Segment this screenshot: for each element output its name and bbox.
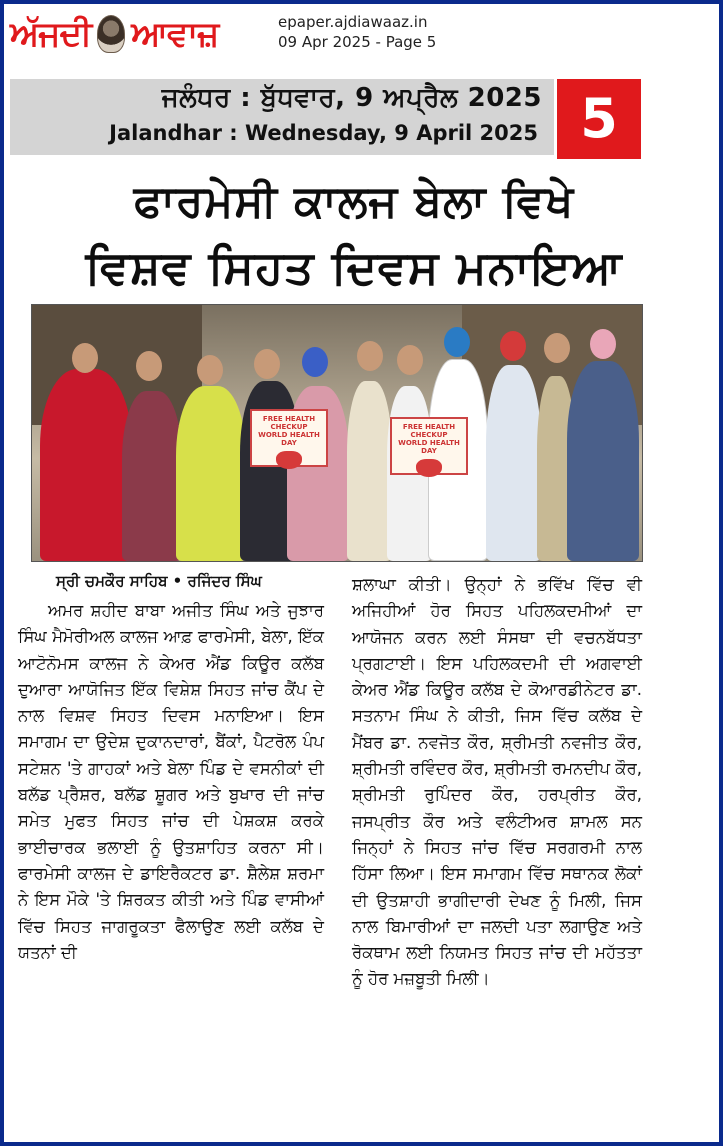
photo-person-head <box>357 341 383 371</box>
banner-title: FREE HEALTH CHECKUP <box>402 423 456 439</box>
banner-subtitle: WORLD HEALTH DAY <box>258 431 320 447</box>
photo-person-head <box>197 355 223 385</box>
photo-person-head <box>302 347 328 377</box>
logo-text-left: ਅੱਜਦੀ <box>10 14 92 54</box>
photo-person <box>176 386 246 561</box>
article-column-2: ਸ਼ਲਾਘਾ ਕੀਤੀ। ਉਨ੍ਹਾਂ ਨੇ ਭਵਿੱਖ ਵਿੱਚ ਵੀ ਅਜਿਹੀਆਂ ਹੋਰ ਸਿਹਤ ਪਹਿਲਕਦਮੀਆਂ ਦਾ ਆਯੋਜਨ ਕਰਨ ਲਈ ਸੰਸਥਾ ਦੀ ਵਚਨਬੱਧਤਾ ਪ੍ਰਗਟਾਈ। ਇਸ ਪਹਿਲਕਦਮੀ ਦੀ ਅਗਵਾਈ ਕੇਅਰ ਐਂਡ ਕਿਊਰ ਕਲੱਬ ਦੇ ਕੋਆਰਡੀਨੇਟਰ ਡਾ. ਸਤਨਾਮ ਸਿੰਘ ਨੇ ਕੀਤੀ, ਜਿਸ ਵਿੱਚ ਕਲੱਬ ਦੇ ਮੈਂਬਰ ਡਾ. ਨਵਜੋਤ ਕੌਰ, ਸ਼੍ਰੀਮਤੀ ਨਵਜੀਤ ਕੌਰ, ਸ਼੍ਰੀਮਤੀ ਰਵਿੰਦਰ ਕੌਰ, ਸ਼੍ਰੀਮਤੀ ਰਮਨਦੀਪ ਕੌਰ, ਸ਼੍ਰੀਮਤੀ ਰੁਪਿੰਦਰ ਕੌਰ, ਹਰਪ੍ਰੀਤ ਕੌਰ, ਜਸਪ੍ਰੀਤ ਕੌਰ ਅਤੇ ਵਲੰਟੀਅਰ ਸ਼ਾਮਲ ਸਨ ਜਿਨ੍ਹਾਂ ਨੇ ਸਿਹਤ ਜਾਂਚ ਵਿੱਚ ਸਰਗਰਮੀ ਨਾਲ ਹਿੱਸਾ ਲਿਆ। ਇਸ ਸਮਾਗਮ ਵਿੱਚ ਸਥਾਨਕ ਲੋਕਾਂ ਦੀ ਉਤਸ਼ਾਹੀ ਭਾਗੀਦਾਰੀ ਦੇਖਣ ਨੂੰ ਮਿਲੀ, ਜਿਸ ਨਾਲ ਬਿਮਾਰੀਆਂ ਦਾ ਜਲਦੀ ਪਤਾ ਲਗਾਉਣ ਅਤੇ ਰੋਕਥਾਮ ਲਈ ਨਿਯਮਤ ਸਿਹਤ ਜਾਂਚ ਦੀ ਮਹੱਤਤਾ ਨੂੰ ਹੋਰ ਮਜ਼ਬੂਤੀ ਮਿਲੀ। <box>352 575 642 989</box>
heart-icon <box>276 451 302 469</box>
photo-person-head <box>590 329 616 359</box>
article-column-1: ਅਮਰ ਸ਼ਹੀਦ ਬਾਬਾ ਅਜੀਤ ਸਿੰਘ ਅਤੇ ਜੁਝਾਰ ਸਿੰਘ ਮੈਮੋਰੀਅਲ ਕਾਲਜ ਆਫ਼ ਫਾਰਮੇਸੀ, ਬੇਲਾ, ਇੱਕ ਆਟੋਨੋਮਸ ਕਾਲਜ ਨੇ ਕੇਅਰ ਐਂਡ ਕਿਊਰ ਕਲੱਬ ਦੁਆਰਾ ਆਯੋਜਿਤ ਇੱਕ ਵਿਸ਼ੇਸ਼ ਸਿਹਤ ਜਾਂਚ ਕੈਂਪ ਦੇ ਨਾਲ ਵਿਸ਼ਵ ਸਿਹਤ ਦਿਵਸ ਮਨਾਇਆ। ਇਸ ਸਮਾਗਮ ਦਾ ਉਦੇਸ਼ ਦੁਕਾਨਦਾਰਾਂ, ਬੈਂਕਾਂ, ਪੈਟਰੋਲ ਪੰਪ ਸਟੇਸ਼ਨ 'ਤੇ ਗਾਹਕਾਂ ਅਤੇ ਬੇਲਾ ਪਿੰਡ ਦੇ ਵਸਨੀਕਾਂ ਦੀ ਬਲੱਡ ਪ੍ਰੈਸ਼ਰ, ਬਲੱਡ ਸ਼ੂਗਰ ਅਤੇ ਬੁਖਾਰ ਦੀ ਜਾਂਚ ਸਮੇਤ ਮੁਫਤ ਸਿਹਤ ਜਾਂਚ ਦੀ ਪੇਸ਼ਕਸ਼ ਕਰਕੇ ਭਾਈਚਾਰਕ ਭਲਾਈ ਨੂੰ ਉਤਸ਼ਾਹਿਤ ਕਰਨਾ ਸੀ। ਫਾਰਮੇਸੀ ਕਾਲਜ ਦੇ ਡਾਇਰੈਕਟਰ ਡਾ. ਸ਼ੈਲੇਸ਼ ਸ਼ਰਮਾ ਨੇ ਇਸ ਮੌਕੇ 'ਤੇ ਸ਼ਿਰਕਤ ਕੀਤੀ ਅਤੇ ਪਿੰਡ ਵਾਸੀਆਂ ਵਿੱਚ ਸਿਹਤ ਜਾਗਰੂਕਤਾ ਫੈਲਾਉਣ ਲਈ ਕਲੱਬ ਦੇ ਯਤਨਾਂ ਦੀ <box>18 601 324 962</box>
photo-person-head <box>444 327 470 357</box>
headline-line-1: ਫਾਰਮੇਸੀ ਕਾਲਜ ਬੇਲਾ ਵਿਖੇ <box>133 176 575 227</box>
site-url[interactable]: epaper.ajdiawaaz.in <box>278 13 428 31</box>
issue-info: 09 Apr 2025 - Page 5 <box>278 33 437 51</box>
masthead <box>10 8 710 68</box>
banner-subtitle: WORLD HEALTH DAY <box>398 439 460 455</box>
edition-meta <box>278 12 436 52</box>
page-number-badge: 5 <box>557 79 641 159</box>
photo-person <box>40 369 132 561</box>
newspaper-logo[interactable] <box>10 14 218 54</box>
news-photo <box>31 304 643 562</box>
dateline-english: Jalandhar : Wednesday, 9 April 2025 <box>109 121 538 145</box>
logo-text-right: ਆਵਾਜ਼ <box>131 14 219 54</box>
photo-person <box>486 365 541 561</box>
photo-person-head <box>136 351 162 381</box>
photo-person <box>347 381 392 561</box>
photo-person-head <box>72 343 98 373</box>
health-day-banner <box>250 409 328 467</box>
falcon-emblem-icon <box>97 15 125 53</box>
health-day-banner <box>390 417 468 475</box>
photo-person-head <box>397 345 423 375</box>
photo-person-head <box>500 331 526 361</box>
heart-icon <box>416 459 442 477</box>
banner-title: FREE HEALTH CHECKUP <box>262 415 316 431</box>
photo-person-head <box>254 349 280 379</box>
photo-person <box>567 361 639 561</box>
headline-line-2: ਵਿਸ਼ਵ ਸਿਹਤ ਦਿਵਸ ਮਨਾਇਆ <box>85 240 623 294</box>
dateline-punjabi: ਜਲੰਧਰ : ਬੁੱਧਵਾਰ, 9 ਅਪ੍ਰੈਲ 2025 <box>161 83 542 113</box>
photo-person-head <box>544 333 570 363</box>
article-byline: ਸ੍ਰੀ ਚਮਕੌਰ ਸਾਹਿਬ • ਰਜਿੰਦਰ ਸਿੰਘ <box>56 572 262 590</box>
dateline-band <box>10 79 554 155</box>
photo-person <box>122 391 182 561</box>
